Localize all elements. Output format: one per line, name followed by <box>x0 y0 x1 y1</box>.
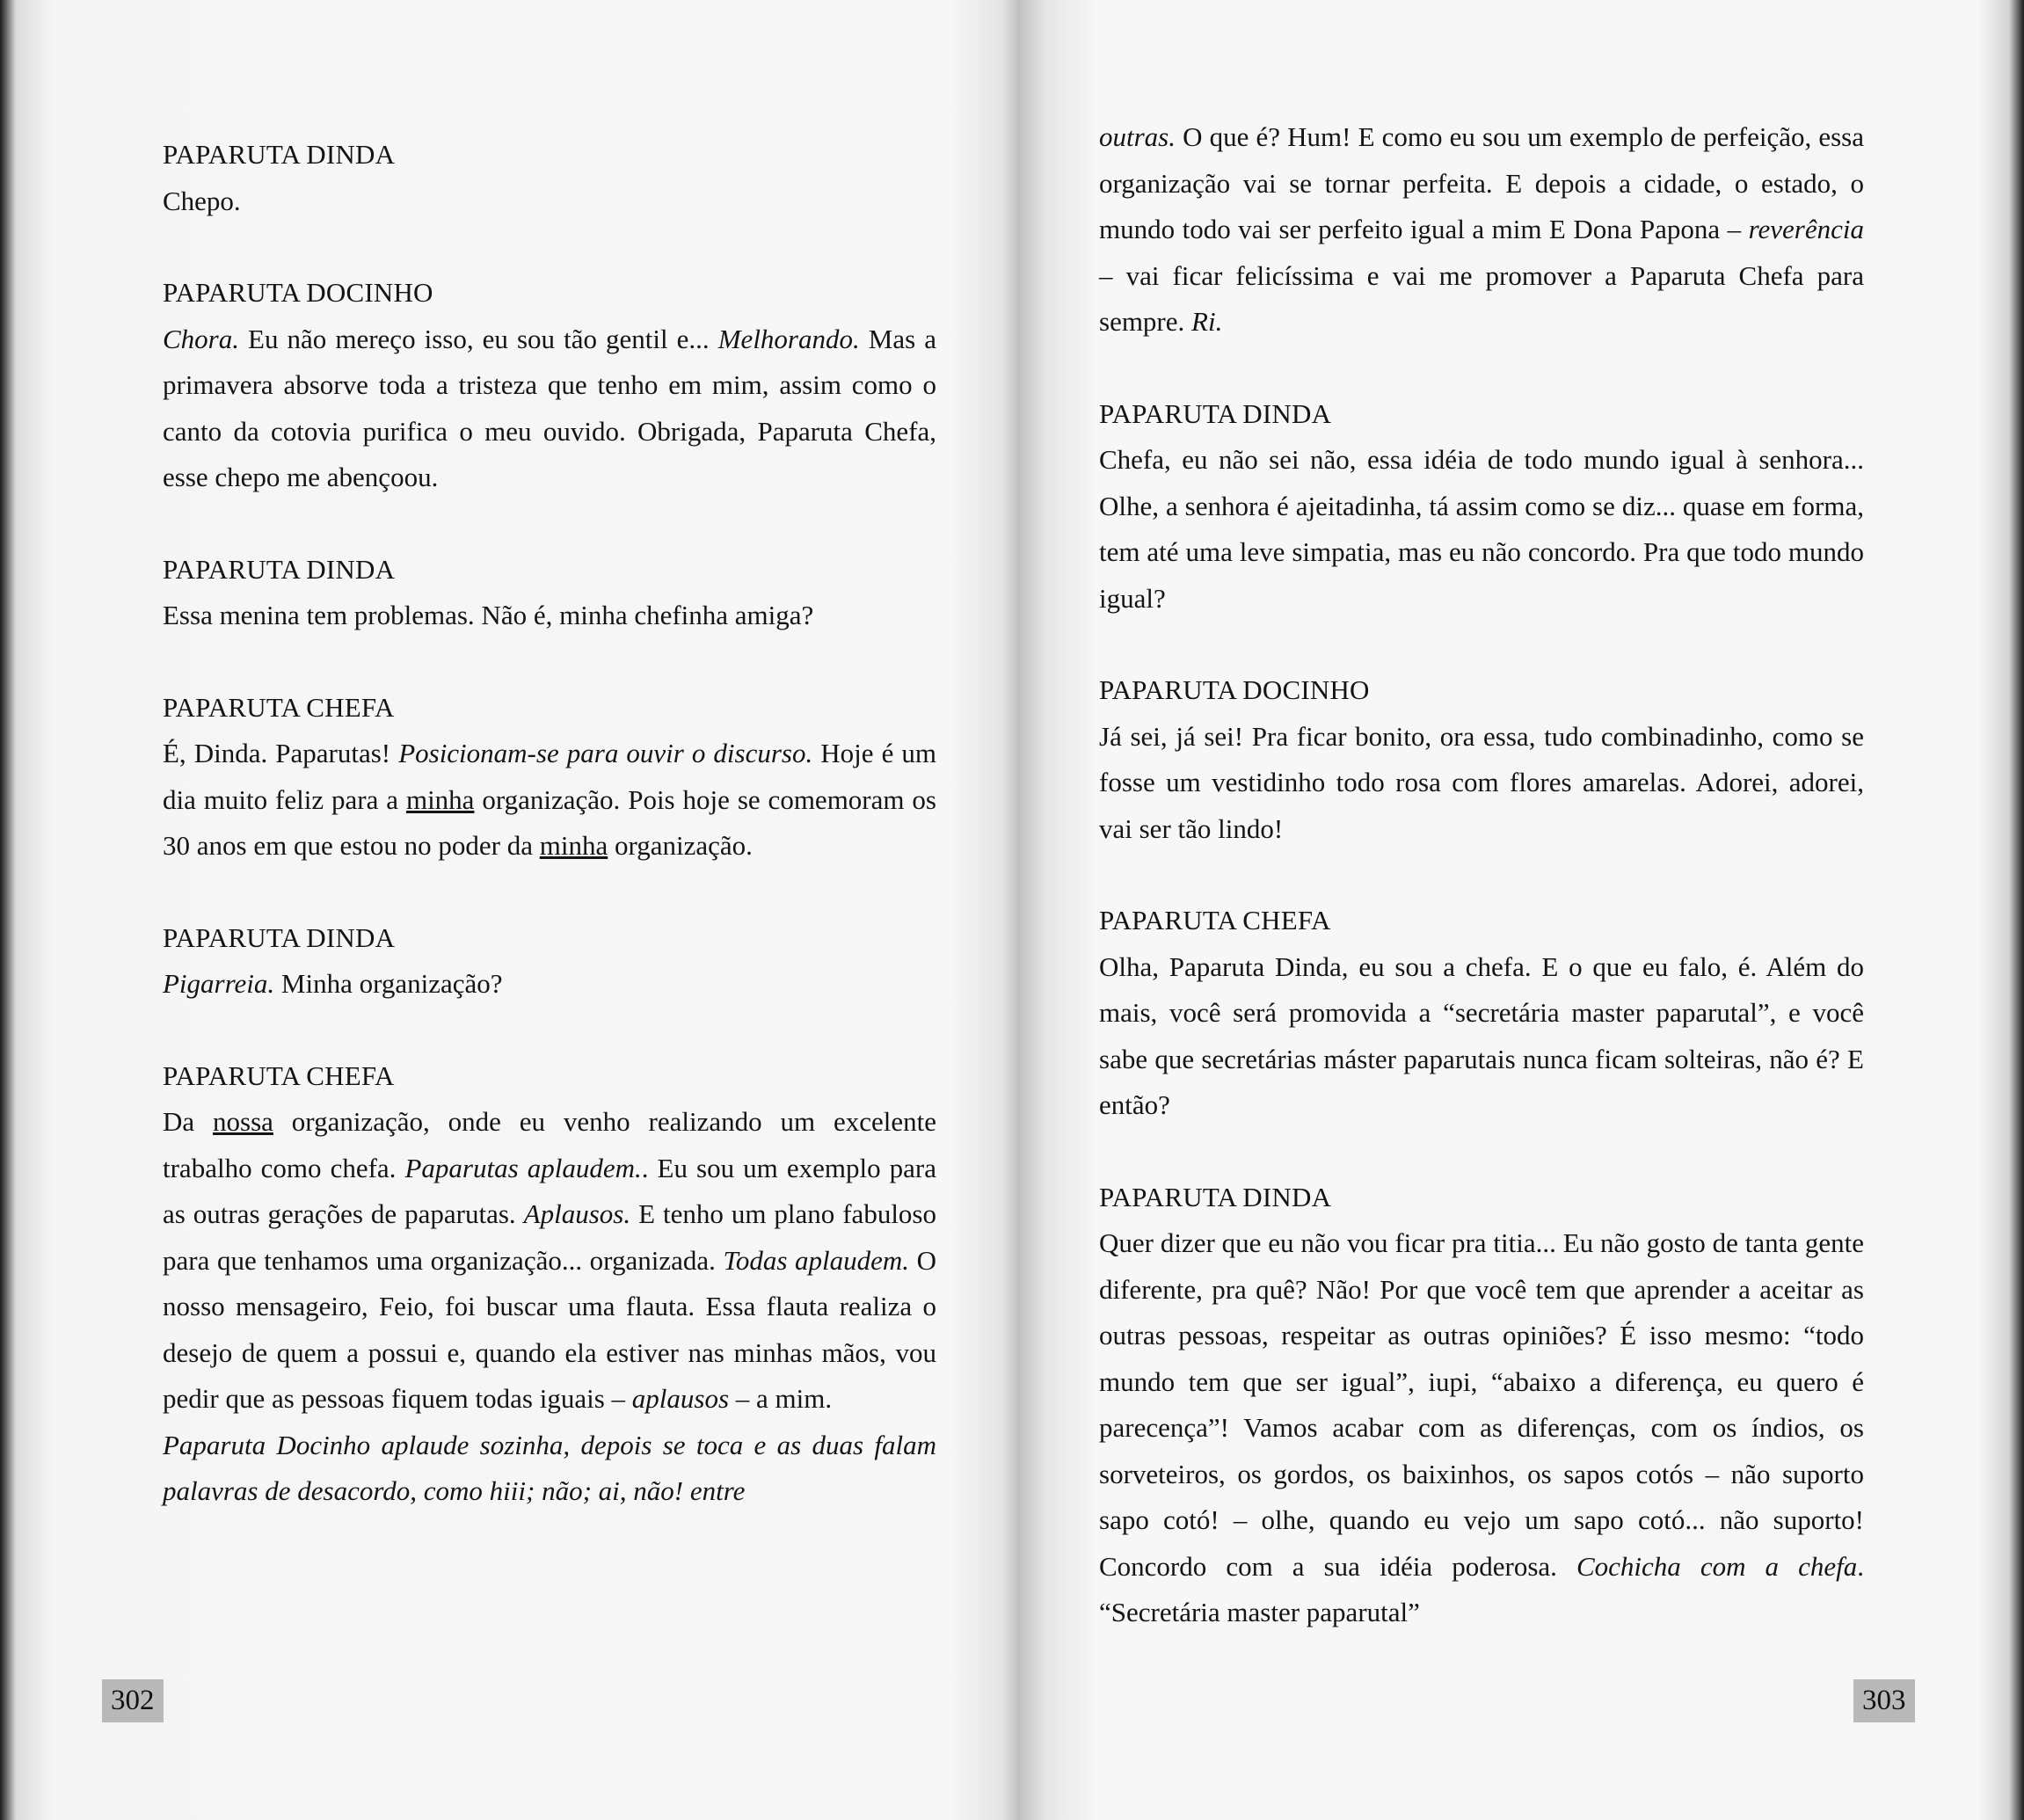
stage-direction: aplausos <box>631 1383 730 1414</box>
dialogue-line: Chepo. <box>163 185 241 216</box>
dialogue-text: Essa menina tem problemas. Não é, minha chefinha amiga? <box>163 600 814 630</box>
speaker-name: PAPARUTA CHEFA <box>1099 905 1331 935</box>
stage-direction: outras. <box>1099 121 1176 152</box>
stage-direction: Todas aplaudem. <box>723 1244 910 1276</box>
dialogue-text: Mas a primavera absorve toda a tristeza que tenho em mim, assim como o canto da cotovia purifica o meu ouvido. Obrigada, Paparuta Chefa, esse chepo me abençoou. <box>163 323 937 492</box>
dialogue-text: Minha organização? <box>274 968 503 999</box>
stage-direction: Ri. <box>1191 306 1223 337</box>
script-block <box>1099 391 1864 622</box>
right-page-text <box>1099 114 1864 1682</box>
page-number: 303 <box>1853 1679 1915 1722</box>
dialogue-text: Olha, Paparuta Dinda, eu sou a chefa. E o que eu falo, é. Além do mais, você será promovida a “secretária master paparutal”, e você sabe que secretárias máster paparutais nunca ficam solteiras, não é? E então? <box>1099 950 1864 1120</box>
speaker-name: PAPARUTA DINDA <box>163 553 396 585</box>
stage-direction: Cochicha com a chefa <box>1576 1550 1858 1582</box>
dialogue-text: – a mim. <box>729 1383 833 1414</box>
dialogue-text: – vai ficar felicíssima e vai me promover a Paparuta Chefa para sempre. <box>1099 259 1864 337</box>
dialogue-text: Hoje é um dia muito feliz para a <box>163 738 936 815</box>
emphasis-text: nossa <box>213 1106 273 1137</box>
script-block <box>163 547 936 639</box>
script-block <box>1099 667 1864 852</box>
stage-direction: Paparuta Docinho aplaude sozinha, depois se toca e as duas falam palavras de desacordo, como hiii; não; ai, não! entre <box>163 1429 936 1506</box>
page-number: 302 <box>102 1679 164 1722</box>
emphasis-text: minha <box>405 783 475 815</box>
stage-direction: Chora. <box>163 323 239 354</box>
speaker-name: PAPARUTA DOCINHO <box>163 277 433 308</box>
dialogue-paragraph <box>1099 714 1864 853</box>
stage-direction: Aplausos. <box>523 1198 631 1229</box>
dialogue-paragraph <box>163 317 936 501</box>
dialogue-paragraph <box>1099 1220 1864 1636</box>
dialogue-text: E tenho um plano fabuloso para que tenhamos uma organização... organizada. <box>163 1198 936 1276</box>
dialogue-text: Da <box>163 1106 214 1137</box>
script-block <box>163 132 936 224</box>
stage-direction: Pigarreia. <box>163 968 275 999</box>
speaker-name: PAPARUTA DOCINHO <box>1099 674 1370 705</box>
speaker-name: PAPARUTA DINDA <box>163 921 396 953</box>
script-block <box>163 1053 936 1515</box>
dialogue-text: . Eu sou um exemplo para as outras gerações de paparutas. <box>163 1152 936 1229</box>
dialogue-text: Já sei, já sei! Pra ficar bonito, ora essa, tudo combinadinho, como se fosse um vestidinho todo rosa com flores amarelas. Adorei, adorei, vai ser tão lindo! <box>1099 720 1864 844</box>
left-page-text <box>163 132 936 1561</box>
dialogue-paragraph <box>1099 114 1864 346</box>
script-block <box>1099 898 1864 1129</box>
dialogue-paragraph <box>163 1099 936 1423</box>
stage-direction-paragraph <box>163 1423 936 1515</box>
speaker-name: PAPARUTA CHEFA <box>163 1059 395 1091</box>
speaker-name: PAPARUTA DINDA <box>163 139 396 170</box>
dialogue-text: Chefa, eu não sei não, essa idéia de todo mundo igual à senhora... Olhe, a senhora é ajeitadinha, tá assim como se diz... quase em forma, tem até uma leve simpatia, mas eu não concordo. Pra que todo mundo igual? <box>1099 444 1864 614</box>
stage-direction: Posicionam-se para ouvir o discurso. <box>398 738 813 768</box>
dialogue-paragraph <box>1099 437 1864 622</box>
emphasis-text: minha <box>539 830 608 861</box>
script-block <box>1099 114 1864 346</box>
stage-direction: reverência <box>1748 214 1864 244</box>
speaker-name: PAPARUTA CHEFA <box>163 691 395 723</box>
script-block <box>163 915 936 1008</box>
dialogue-text: Eu não mereço isso, eu sou tão gentil e... <box>239 323 718 354</box>
dialogue-text: É, Dinda. Paparutas! <box>163 738 399 768</box>
stage-direction: Melhorando. <box>717 323 860 354</box>
dialogue-text: organização. <box>608 830 753 861</box>
script-block <box>163 270 936 501</box>
dialogue-text: O nosso mensageiro, Feio, foi buscar uma flauta. Essa flauta realiza o desejo de quem a possui e, quando ela estiver nas minhas mãos, vou pedir que as pessoas fiquem todas iguais – <box>163 1244 937 1414</box>
dialogue-text: Quer dizer que eu não vou ficar pra titia... Eu não gosto de tanta gente diferente, pra quê? Não! Por que você tem que aprender a aceitar as outras pessoas, respeitar as outras opiniões? É isso mesmo: “todo mundo tem que ser igual”, iupi, “abaixo a diferença, eu quero é parecença”! Vamos acabar com as diferenças, com os índios, os sorveteiros, os gordos, os baixinhos, os sapos cotós – não suporto sapo cotó! – olhe, quando eu vejo um sapo cotó... não suporto! Concordo com a sua idéia poderosa. <box>1099 1227 1864 1582</box>
speaker-name: PAPARUTA DINDA <box>1099 397 1332 429</box>
dialogue-text: organização, onde eu venho realizando um excelente trabalho como chefa. <box>163 1106 936 1183</box>
stage-direction: Paparutas aplaudem. <box>404 1152 642 1183</box>
dialogue-paragraph <box>1099 944 1864 1129</box>
dialogue-text: organização. Pois hoje se comemoram os 30 anos em que estou no poder da <box>163 783 936 861</box>
right-page <box>1020 0 2024 1820</box>
dialogue-text: . “Secretária master paparutal” <box>1099 1550 1864 1627</box>
dialogue-paragraph <box>163 593 936 639</box>
dialogue-paragraph <box>163 961 936 1008</box>
speaker-name: PAPARUTA DINDA <box>1099 1181 1332 1212</box>
script-block <box>1099 1175 1864 1636</box>
dialogue-text: O que é? Hum! E como eu sou um exemplo de perfeição, essa organização vai se tornar perfeita. E depois a cidade, o estado, o mundo todo vai ser perfeito igual a mim E Dona Papona – <box>1099 121 1864 244</box>
dialogue-paragraph <box>163 731 936 870</box>
script-block <box>163 685 936 870</box>
